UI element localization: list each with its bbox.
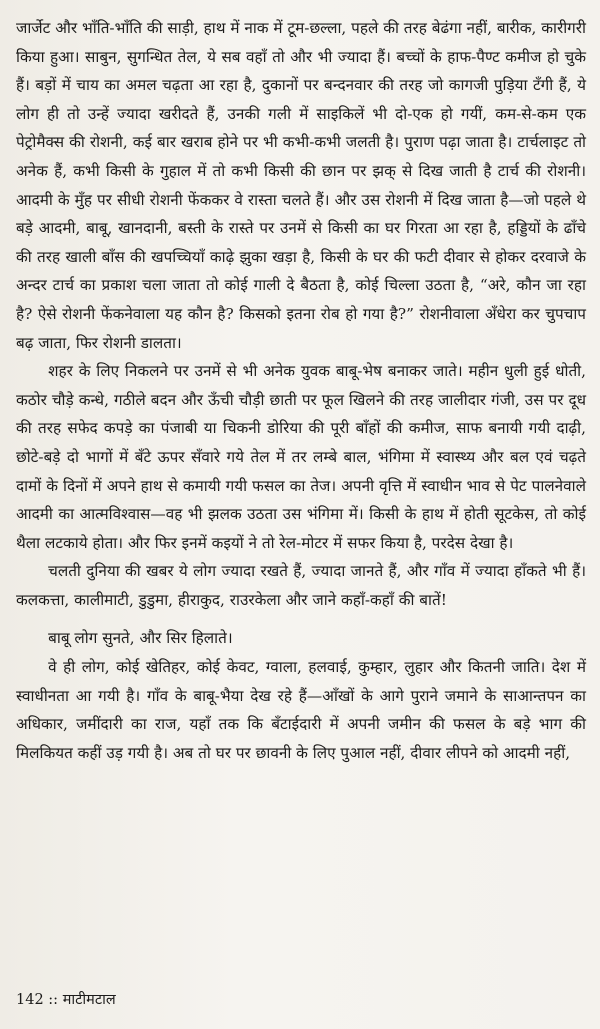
paragraph-5: वे ही लोग, कोई खेतिहर, कोई केवट, ग्वाला, हलवाई, कुम्हार, लुहार और कितनी जाति। देश में स्वाधीनता आ गयी है। गाँव के बाबू-भैया देख रहे हैं—आँखों के आगे पुराने जमाने के साआन्तपन का अधिकार, जमींदारी का राज, यहाँ तक कि बँटाईदारी में अपनी जमीन की फसल के बड़े भाग की मिलकियत कहीं उड़ गयी है। अब तो घर पर छावनी के लिए पुआल नहीं, दीवार लीपने को आदमी नहीं, — [16, 658, 586, 762]
page-body — [16, 14, 586, 767]
page-number: 142 — [16, 992, 44, 1008]
paragraph-1: जार्जेट और भाँति-भाँति की साड़ी, हाथ में नाक में टूम-छल्ला, पहले की तरह बेढंगा नहीं, बारीक, कारीगरी किया हुआ। साबुन, सुगन्धित तेल, ये सब वहाँ तो और भी ज्यादा हैं। बच्चों के हाफ-पैण्ट कमीज हो चुके हैं। बड़ों में चाय का अमल चढ़ता आ रहा है, दुकानों पर बन्दनवार की तरह जो कागजी पुड़िया टँगी हैं, ये लोग ही तो उन्हें ज्यादा खरीदते हैं, उनकी गली में साइकिलें भी दो-एक हो गयीं, कम-से-कम एक पेट्रोमैक्स की रोशनी, कई बार खराब होने पर भी कभी-कभी जलती है। पुराण पढ़ा जाता है। टार्चलाइट तो अनेक हैं, कभी किसी के गुहाल में तो कभी किसी की छान पर झक् से दिख जाती है टार्च की रोशनी। आदमी के मुँह पर सीधी रोशनी फेंककर वे रास्ता चलते हैं। और उस रोशनी में दिख जाता है—जो पहले थे बड़े आदमी, बाबू, खानदानी, बस्ती के रास्ते पर उनमें से किसी का घर गिरता आ रहा है, हड्डियों के ढाँचे की तरह खाली बाँस की खपच्चियाँ काढ़े झुका खड़ा है, किसी के घर की फटी दीवार से होकर दरवाजे के अन्दर टार्च का प्रकाश चला जाता तो कोई गाली दे बैठता है, कोई चिल्ला उठता है, “अरे, कौन जा रहा है? ऐसे रोशनी फेंकनेवाला यह कौन है? किसको इतना रोब हो गया है?” रोशनीवाला अँधेरा कर चुपचाप बढ़ जाता, फिर रोशनी डालता। — [16, 19, 586, 352]
book-title: माटीमटाल — [62, 992, 116, 1008]
page-footer — [16, 989, 116, 1009]
footer-separator: :: — [48, 992, 59, 1008]
paragraph-3: चलती दुनिया की खबर ये लोग ज्यादा रखते हैं, ज्यादा जानते हैं, और गाँव में ज्यादा हाँकते भी हैं। कलकत्ता, कालीमाटी, डुडुमा, हीराकुद, राउरकेला और जाने कहाँ-कहाँ की बातें! — [16, 562, 586, 609]
paragraph-2: शहर के लिए निकलने पर उनमें से भी अनेक युवक बाबू-भेष बनाकर जाते। महीन धुली हुई धोती, कठोर चौड़े कन्धे, गठीले बदन और ऊँची चौड़ी छाती पर फूल खिलने की तरह जालीदार गंजी, उस पर दूध की तरह सफेद कपड़े का पंजाबी या चिकनी डोरिया की पूरी बाँहों की कमीज, साफ बनायी गयी दाढ़ी, छोटे-बड़े दो भागों में बँटे ऊपर सँवारे गये तेल में तर लम्बे बाल, भंगिमा में स्वास्थ्य और बल एवं चढ़ते दामों के दिनों में अपने हाथ से कमायी गयी फसल का तेज। अपनी वृत्ति में स्वाधीन भाव से पेट पालनेवाले आदमी का आत्मविश्वास—वह भी झलक उठता उस भंगिमा में। किसी के हाथ में होती सूटकेस, तो कोई थैला लटकाये होता। और फिर इनमें कइयों ने तो रेल-मोटर में सफर किया है, परदेस देखा है। — [16, 362, 586, 552]
paragraph-4: बाबू लोग सुनते, और सिर हिलाते। — [48, 629, 233, 648]
